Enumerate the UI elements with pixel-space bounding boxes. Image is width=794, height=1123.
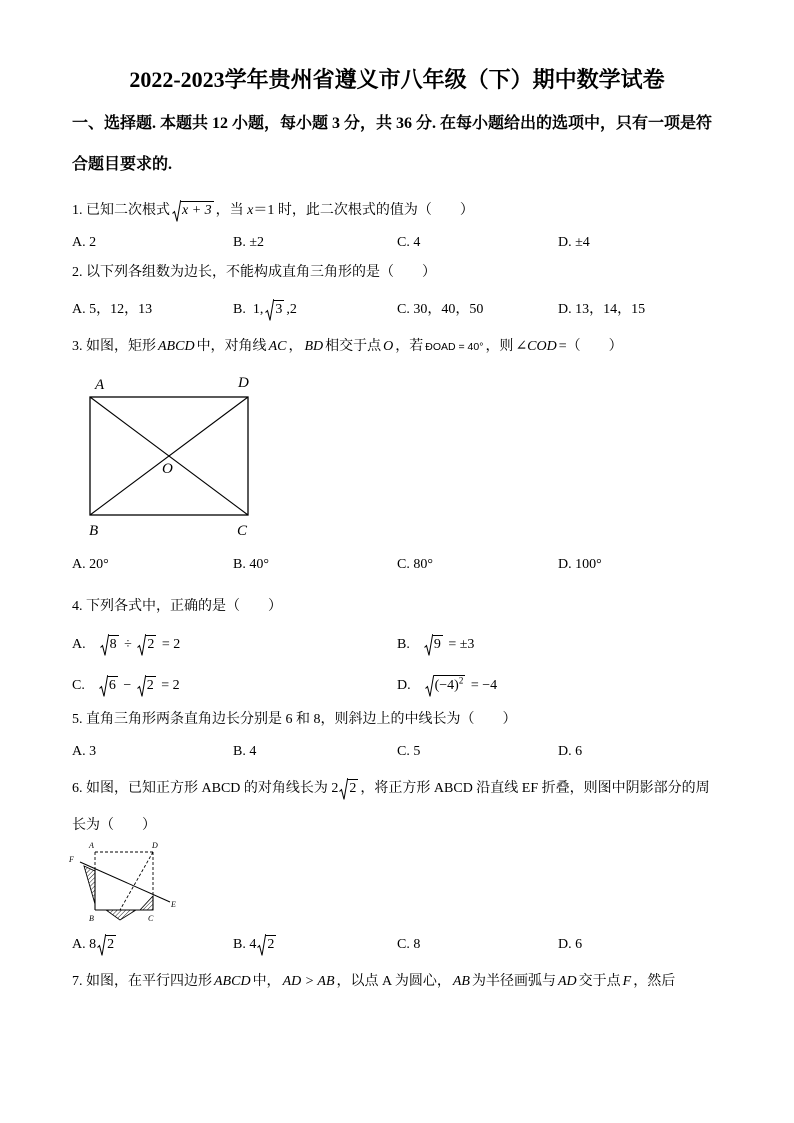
question-text: ，将正方形 ABCD 沿直线 EF 折叠，则图中阴影部分的周 [360,781,710,796]
vertex-label-d: D [238,375,249,391]
math-inequality: AD > AB [282,974,335,989]
question-text: ， [288,339,303,354]
radical-sign-icon [339,778,348,800]
angle-expression: ∠COD [515,339,557,354]
radical-sign-icon [265,299,274,321]
radical-sign-icon [99,675,108,697]
vertex-label-b: B [89,523,99,539]
option-label: A. [72,637,86,652]
radical-sign-icon [97,934,106,956]
question-number: 5. [72,712,83,727]
radicand: 2 [349,781,357,796]
option-label: C. [72,678,85,693]
radical-expression [137,634,156,656]
math-variable: AD [557,974,577,989]
radicand: 8 [109,637,117,652]
question-text: 中，对角线 [196,339,267,354]
question-text: 如图，已知正方形 ABCD 的对角线长为 2 [86,781,339,796]
shaded-region-bottom [106,910,136,920]
option-c [72,675,180,697]
question-text: 如图，矩形 [86,339,156,354]
question-text: 已知二次根式 [86,203,170,218]
radical-expression [137,675,156,697]
question-text: 交于点 [578,974,621,989]
result: = 2 [161,678,180,693]
radical-expression [97,934,116,956]
math-variable: ABCD [158,339,195,354]
radical-expression [265,299,284,321]
vertex-label-a: A [95,377,105,393]
question-text: =（ ） [558,339,623,354]
math-text: ,2 [286,302,297,317]
option-d: D. 13，14，15 [558,302,646,317]
vertex-label-a: A [89,841,94,850]
radical-sign-icon [137,634,146,656]
question-number: 4. [72,599,83,614]
radical-sign-icon [257,934,266,956]
radical-expression [100,634,119,656]
radicand: 3 [275,302,283,317]
question-text: ，当 [215,203,248,218]
question-3-stem [72,336,623,358]
question-text: ，则 [485,339,514,354]
shaded-region-left [84,866,95,904]
option-d [397,675,497,697]
math-variable: x [247,203,254,218]
option-b [233,934,278,956]
result: = 2 [161,637,181,652]
option-d: D. 6 [558,744,583,759]
option-a: A. 2 [72,235,97,250]
radicand: 2 [147,637,155,652]
radical-expression [257,934,276,956]
question-4-stem [72,596,282,618]
question-number: 2. [72,265,83,280]
radicand: 6 [108,678,116,693]
vertex-label-c: C [237,523,248,539]
option-d: D. ±4 [558,235,590,250]
radical-expression [425,675,466,697]
question-text: 中， [252,974,281,989]
math-variable: AB [452,974,470,989]
question-text: ，以点 A 为圆心， [336,974,451,989]
math-variable: O [383,339,394,354]
radicand-base: (−4) [434,678,459,693]
question-6-stem-line-2: 长为（ ） [72,818,156,833]
option-c: C. 80° [397,557,433,572]
center-label-o: O [162,461,173,477]
result: = ±3 [448,637,475,652]
operator: − [123,678,132,693]
question-text: 如图，在平行四边形 [86,974,212,989]
option-a: A. 20° [72,557,109,572]
option-label: B. [397,637,410,652]
option-b: B. ±2 [233,235,265,250]
angle-condition: ĐOAD = 40° [425,341,484,353]
question-7-stem [72,971,675,993]
question-number: 7. [72,974,83,989]
radicand: 2 [146,678,154,693]
radical-expression [339,778,358,800]
question-2-stem [72,262,436,284]
radicand: 2 [107,937,115,952]
question-text: ，若 [395,339,424,354]
option-a [72,934,118,956]
math-variable: ABCD [214,974,251,989]
option-c: C. 8 [397,937,421,952]
option-b: B. 4 [233,744,257,759]
section-heading-line-2: 合题目要求的. [72,156,173,173]
math-text: 1, [252,302,264,317]
question-text: 直角三角形两条直角边长分别是 6 和 8，则斜边上的中线长为（ ） [86,712,517,727]
question-text: ＝1 时，此二次根式的值为（ ） [253,203,474,218]
vertex-label-d: D [152,841,158,850]
radicand [434,675,466,696]
question-text: 下列各式中，正确的是（ ） [86,599,282,614]
question-number: 1. [72,203,83,218]
option-b [233,299,297,321]
point-label-f: F [69,855,74,864]
option-label: A. 8 [72,937,97,952]
question-number: 3. [72,339,83,354]
question-text: 为半径画弧与 [471,974,556,989]
question-text: ，然后 [633,974,676,989]
option-label: B. 4 [233,937,257,952]
math-variable: AC [268,339,287,354]
option-d: D. 100° [558,557,602,572]
question-1-stem [72,200,474,222]
option-a: A. 3 [72,744,97,759]
option-label: B. [233,302,246,317]
option-label: D. [397,678,411,693]
option-c: C. 4 [397,235,421,250]
vertex-label-c: C [148,914,154,923]
question-text: 以下列各组数为边长，不能构成直角三角形的是（ ） [86,265,436,280]
section-heading-line-1: 一、选择题. 本题共 12 小题，每小题 3 分，共 36 分. 在每小题给出的选项中，只有一项是符 [72,115,713,132]
question-text: 相交于点 [325,339,382,354]
exam-title: 2022-2023学年贵州省遵义市八年级（下）期中数学试卷 [129,67,665,92]
vertex-label-b: B [89,914,94,923]
radical-expression [172,200,214,222]
option-b: B. 40° [233,557,269,572]
result: = −4 [470,678,498,693]
option-c: C. 30，40，50 [397,302,484,317]
question-6-stem-line-1 [72,778,710,800]
shaded-region-corner-c [140,896,153,910]
question-5-stem [72,709,517,731]
radical-expression [99,675,118,697]
option-a [72,634,180,656]
question-number: 6. [72,781,83,796]
exponent: 2 [458,675,464,686]
radicand: 2 [267,937,275,952]
rectangle-abcd-figure [84,368,264,540]
radical-sign-icon [424,634,433,656]
operator: ÷ [124,637,132,652]
radical-sign-icon [425,675,434,697]
radical-sign-icon [100,634,109,656]
option-d: D. 6 [558,937,583,952]
option-a: A. 5，12，13 [72,302,153,317]
math-variable: F [622,974,632,989]
radical-sign-icon [172,200,181,222]
radicand: x + 3 [182,203,212,218]
folded-square-figure [68,836,186,926]
option-b [397,634,474,656]
radical-expression [424,634,443,656]
radical-sign-icon [137,675,146,697]
point-label-e: E [171,900,176,909]
math-variable: BD [304,339,324,354]
radicand: 9 [433,637,441,652]
option-c: C. 5 [397,744,421,759]
